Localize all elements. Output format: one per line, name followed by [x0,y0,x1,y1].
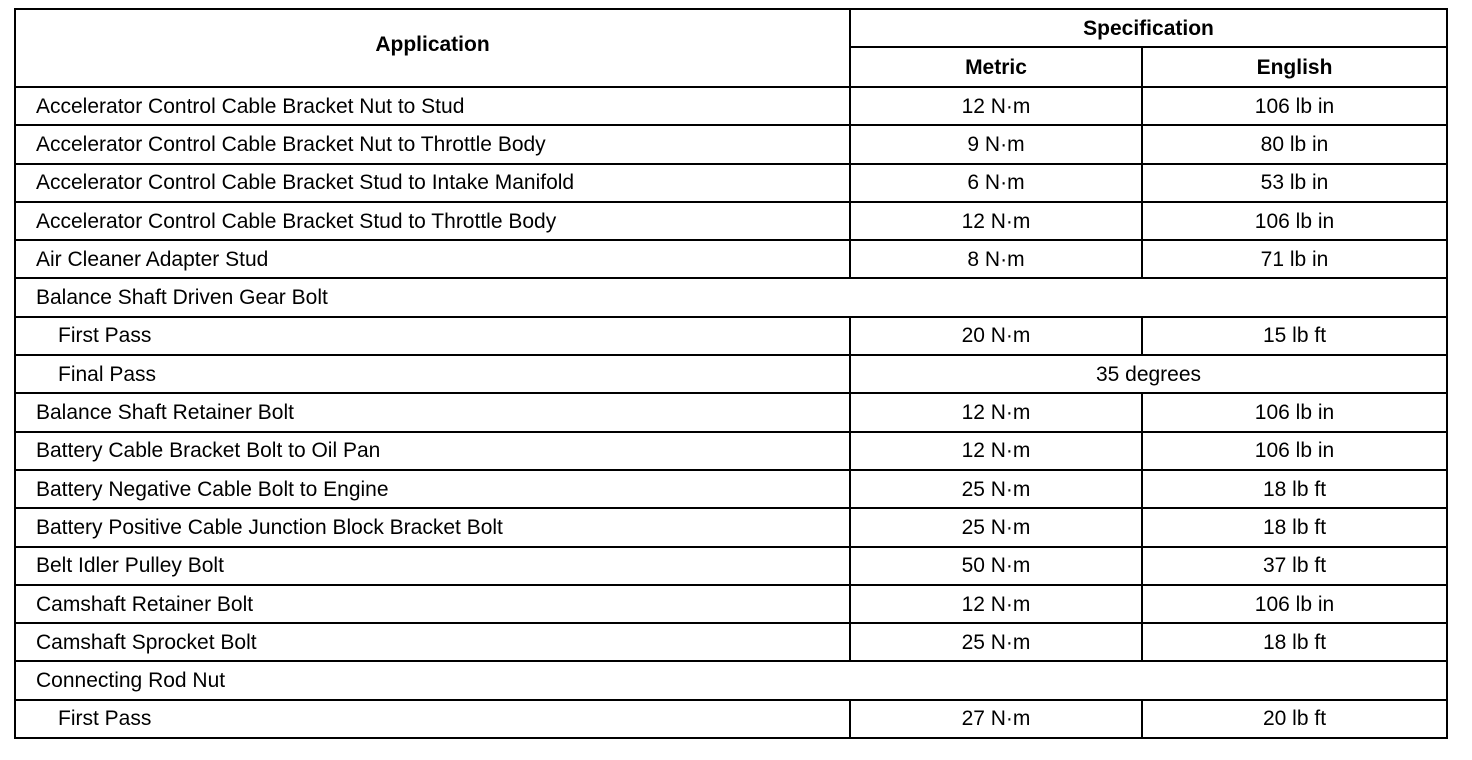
english-value-cell: 106 lb in [1142,585,1447,623]
application-cell: Battery Negative Cable Bolt to Engine [15,470,850,508]
group-application-cell: Connecting Rod Nut [15,661,1447,699]
english-value-cell: 37 lb ft [1142,547,1447,585]
table-row [15,623,1447,661]
table-row [15,202,1447,240]
sub-application-cell: First Pass [15,317,850,355]
table-row [15,700,1447,738]
table-row [15,547,1447,585]
metric-value-cell: 25 N·m [850,508,1142,546]
torque-specification-table [14,8,1448,739]
application-cell: Accelerator Control Cable Bracket Nut to Throttle Body [15,125,850,163]
application-header: Application [15,9,850,87]
table-row [15,470,1447,508]
table-row [15,585,1447,623]
english-header: English [1142,47,1447,87]
table-row [15,508,1447,546]
table-body [15,87,1447,738]
english-value-cell: 53 lb in [1142,164,1447,202]
table-row [15,432,1447,470]
application-cell: Battery Cable Bracket Bolt to Oil Pan [15,432,850,470]
metric-value-cell: 12 N·m [850,432,1142,470]
application-cell: Accelerator Control Cable Bracket Stud to Throttle Body [15,202,850,240]
english-value-cell: 18 lb ft [1142,508,1447,546]
metric-value-cell: 12 N·m [850,87,1142,125]
english-value-cell: 20 lb ft [1142,700,1447,738]
metric-value-cell: 8 N·m [850,240,1142,278]
table-row [15,355,1447,393]
specification-header: Specification [850,9,1447,47]
application-cell: Accelerator Control Cable Bracket Nut to Stud [15,87,850,125]
english-value-cell: 106 lb in [1142,202,1447,240]
english-value-cell: 15 lb ft [1142,317,1447,355]
english-value-cell: 71 lb in [1142,240,1447,278]
metric-value-cell: 20 N·m [850,317,1142,355]
table-row [15,317,1447,355]
english-value-cell: 18 lb ft [1142,470,1447,508]
table-row [15,393,1447,431]
table-row [15,278,1447,316]
metric-value-cell: 9 N·m [850,125,1142,163]
metric-value-cell: 12 N·m [850,393,1142,431]
english-value-cell: 106 lb in [1142,87,1447,125]
application-cell: Air Cleaner Adapter Stud [15,240,850,278]
sub-application-cell: Final Pass [15,355,850,393]
table-row [15,240,1447,278]
application-cell: Balance Shaft Retainer Bolt [15,393,850,431]
metric-value-cell: 12 N·m [850,585,1142,623]
table-row [15,164,1447,202]
application-cell: Camshaft Retainer Bolt [15,585,850,623]
sub-application-cell: First Pass [15,700,850,738]
group-application-cell: Balance Shaft Driven Gear Bolt [15,278,1447,316]
header-row-top [15,9,1447,47]
metric-value-cell: 27 N·m [850,700,1142,738]
table-row [15,125,1447,163]
application-cell: Belt Idler Pulley Bolt [15,547,850,585]
english-value-cell: 18 lb ft [1142,623,1447,661]
metric-value-cell: 6 N·m [850,164,1142,202]
metric-value-cell: 25 N·m [850,470,1142,508]
table-row [15,87,1447,125]
metric-value-cell: 25 N·m [850,623,1142,661]
metric-value-cell: 50 N·m [850,547,1142,585]
spanned-value-cell: 35 degrees [850,355,1447,393]
english-value-cell: 80 lb in [1142,125,1447,163]
metric-value-cell: 12 N·m [850,202,1142,240]
application-cell: Battery Positive Cable Junction Block Bracket Bolt [15,508,850,546]
table-row [15,661,1447,699]
application-cell: Accelerator Control Cable Bracket Stud to Intake Manifold [15,164,850,202]
english-value-cell: 106 lb in [1142,432,1447,470]
metric-header: Metric [850,47,1142,87]
application-cell: Camshaft Sprocket Bolt [15,623,850,661]
english-value-cell: 106 lb in [1142,393,1447,431]
